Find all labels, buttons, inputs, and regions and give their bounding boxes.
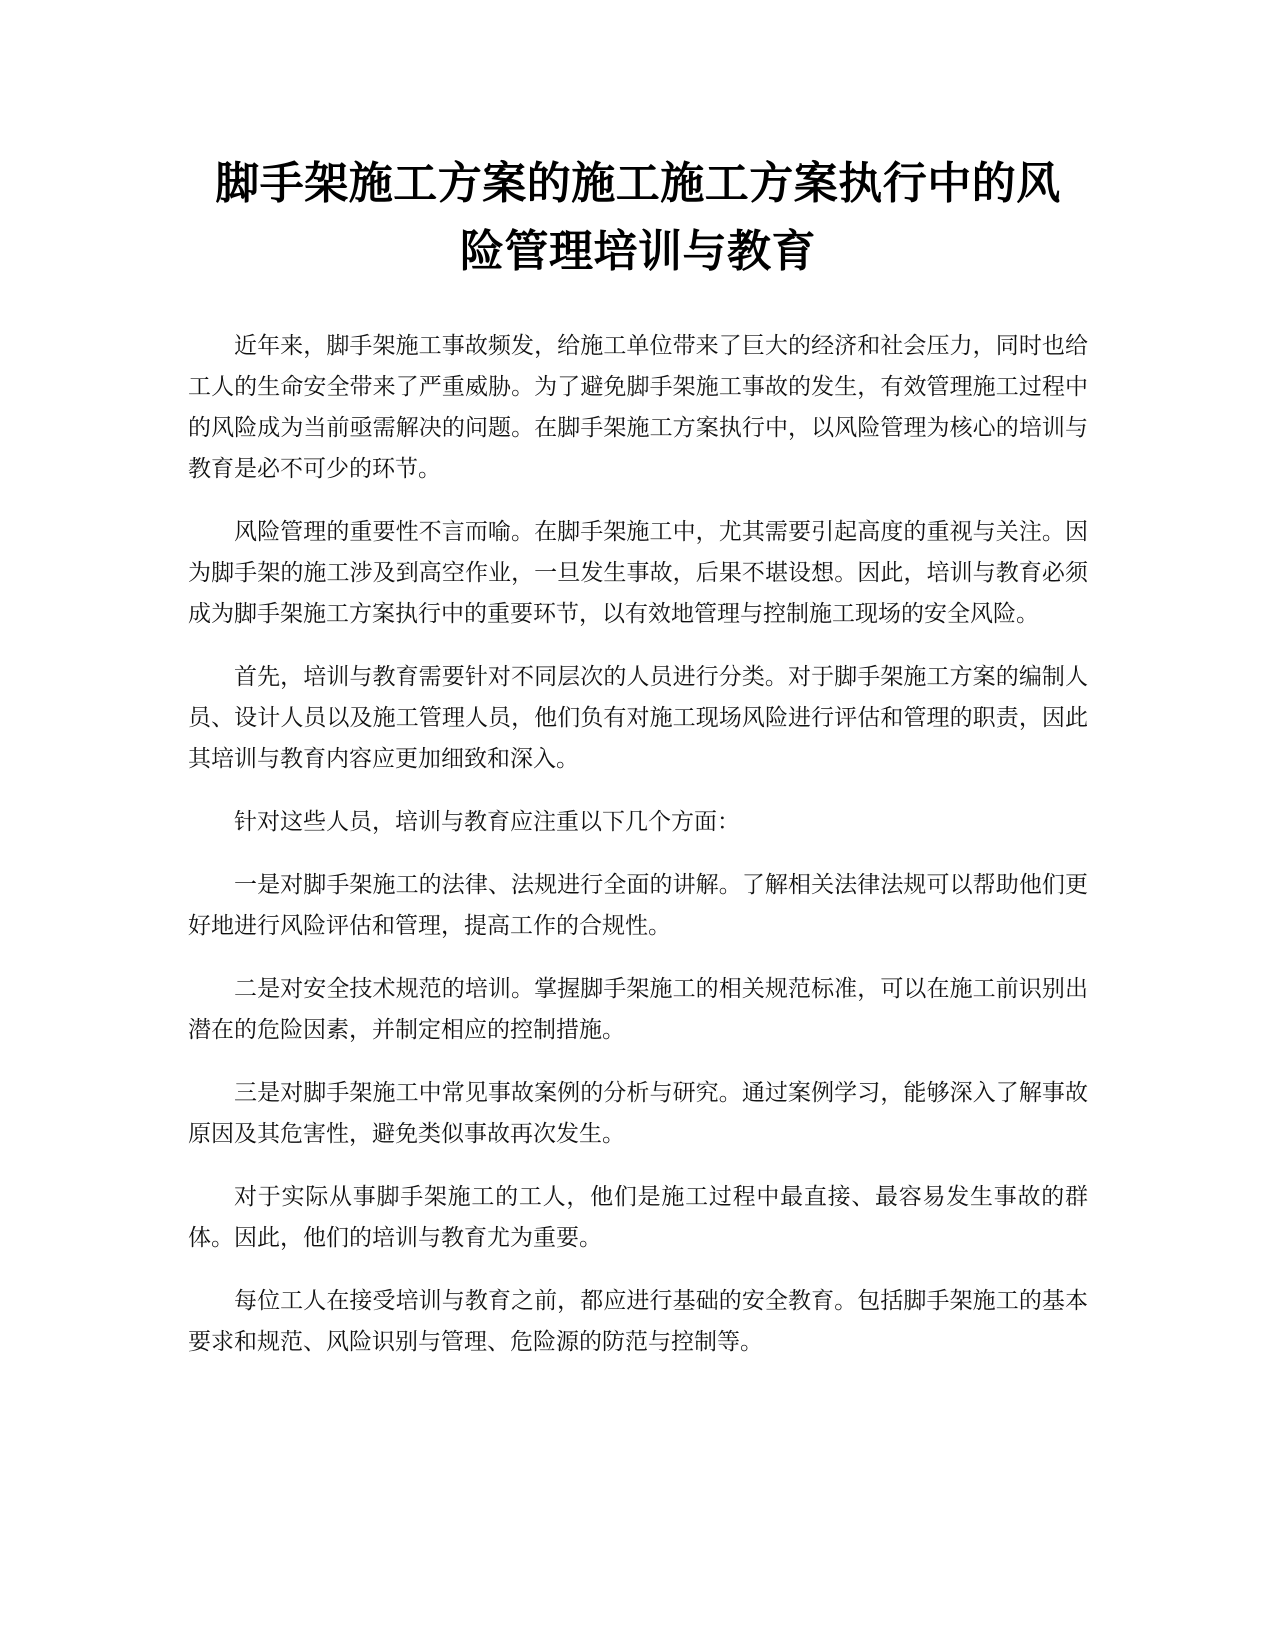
- paragraph-aspect-cases: 三是对脚手架施工中常见事故案例的分析与研究。通过案例学习，能够深入了解事故原因及其危害性，避免类似事故再次发生。: [188, 1080, 1088, 1147]
- title-line-2: 险管理培训与教育: [460, 226, 816, 277]
- paragraph-basic-education: 每位工人在接受培训与教育之前，都应进行基础的安全教育。包括脚手架施工的基本要求和规范、风险识别与管理、危险源的防范与控制等。: [188, 1288, 1088, 1355]
- paragraph-aspect-law: 一是对脚手架施工的法律、法规进行全面的讲解。了解相关法律法规可以帮助他们更好地进行风险评估和管理，提高工作的合规性。: [188, 872, 1088, 939]
- paragraph-importance: 风险管理的重要性不言而喻。在脚手架施工中，尤其需要引起高度的重视与关注。因为脚手架的施工涉及到高空作业，一旦发生事故，后果不堪设想。因此，培训与教育必须成为脚手架施工方案执行中的重要环节，以有效地管理与控制施工现场的安全风险。: [188, 519, 1088, 627]
- title-line-1: 脚手架施工方案的施工施工方案执行中的风: [215, 158, 1061, 209]
- document-title: [188, 150, 1088, 286]
- paragraph-intro: 近年来，脚手架施工事故频发，给施工单位带来了巨大的经济和社会压力，同时也给工人的生命安全带来了严重威胁。为了避免脚手架施工事故的发生，有效管理施工过程中的风险成为当前亟需解决的问题。在脚手架施工方案执行中，以风险管理为核心的培训与教育是必不可少的环节。: [188, 333, 1088, 482]
- paragraph-aspect-standards: 二是对安全技术规范的培训。掌握脚手架施工的相关规范标准，可以在施工前识别出潜在的危险因素，并制定相应的控制措施。: [188, 976, 1088, 1043]
- paragraph-classification: 首先，培训与教育需要针对不同层次的人员进行分类。对于脚手架施工方案的编制人员、设计人员以及施工管理人员，他们负有对施工现场风险进行评估和管理的职责，因此其培训与教育内容应更加细致和深入。: [188, 664, 1088, 772]
- paragraph-workers: 对于实际从事脚手架施工的工人，他们是施工过程中最直接、最容易发生事故的群体。因此，他们的培训与教育尤为重要。: [188, 1184, 1088, 1251]
- document-page: [188, 150, 1088, 1385]
- paragraph-aspects-intro: 针对这些人员，培训与教育应注重以下几个方面：: [234, 809, 740, 835]
